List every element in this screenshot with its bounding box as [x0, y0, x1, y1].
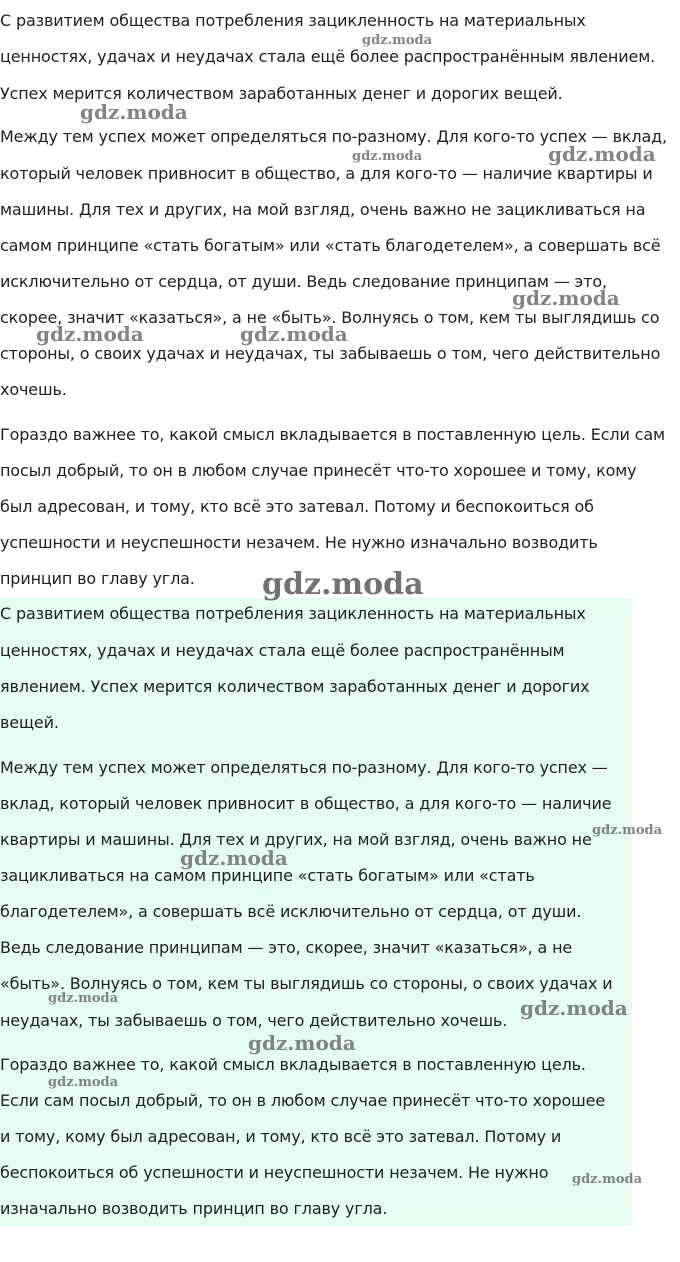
text-line: стороны, о своих удачах и неудачах, ты забываешь о том, чего действительно: [0, 344, 661, 363]
watermark: gdz.moda: [362, 33, 433, 48]
watermark: gdz.moda: [548, 142, 656, 166]
text-line: и тому, кому был адресован, и тому, кто всё это затевал. Потому и: [0, 1127, 562, 1146]
text-line: «быть». Волнуясь о том, кем ты выглядишь со стороны, о своих удачах и: [0, 974, 613, 993]
text-line: вещей.: [0, 713, 59, 732]
text-line: квартиры и машины. Для тех и других, на мой взгляд, очень важно не: [0, 830, 592, 849]
watermark: gdz.moda: [572, 1172, 643, 1187]
text-line: неудачах, ты забываешь о том, чего действительно хочешь.: [0, 1011, 508, 1030]
watermark: gdz.moda: [592, 823, 663, 838]
text-line: ценностях, удачах и неудачах стала ещё более распространённым: [0, 641, 565, 660]
text-line: успешности и неуспешности незачем. Не нужно изначально возводить: [0, 533, 598, 552]
text-line: самом принципе «стать богатым» или «стать благодетелем», а совершать всё: [0, 236, 661, 255]
text-line: Гораздо важнее то, какой смысл вкладывается в поставленную цель.: [0, 1055, 586, 1074]
watermark: gdz.moda: [36, 322, 144, 346]
watermark: gdz.moda: [80, 100, 188, 124]
watermark: gdz.moda: [48, 991, 119, 1006]
watermark: gdz.moda: [512, 286, 620, 310]
text-line: исключительно от сердца, от души. Ведь следование принципам — это,: [0, 272, 607, 291]
text-line: изначально возводить принцип во главу угла.: [0, 1199, 388, 1218]
text-line: Ведь следование принципам — это, скорее, значит «казаться», а не: [0, 938, 573, 957]
watermark: gdz.moda: [240, 322, 348, 346]
text-line: принцип во главу угла.: [0, 569, 195, 588]
text-line: беспокоиться об успешности и неуспешности незачем. Не нужно: [0, 1163, 549, 1182]
text-line: С развитием общества потребления зацикленность на материальных: [0, 11, 586, 30]
text-line: был адресован, и тому, кто всё это затевал. Потому и беспокоиться об: [0, 497, 594, 516]
text-line: скорее, значит «казаться», а не «быть». Волнуясь о том, кем ты выглядишь со: [0, 308, 660, 327]
text-line: Между тем успех может определяться по-разному. Для кого-то успех —: [0, 758, 608, 777]
text-line: Успех мерится количеством заработанных денег и дорогих вещей.: [0, 84, 563, 103]
text-line: хочешь.: [0, 380, 67, 399]
watermark: gdz.moda: [248, 1031, 356, 1055]
watermark: gdz.moda: [352, 149, 423, 164]
text-line: благодетелем», а совершать всё исключительно от сердца, от души.: [0, 902, 582, 921]
text-line: который человек привносит в общество, а для кого-то — наличие квартиры и: [0, 164, 653, 183]
text-line: С развитием общества потребления зацикленность на материальных: [0, 604, 586, 623]
text-line: машины. Для тех и других, на мой взгляд, очень важно не зацикливаться на: [0, 200, 646, 219]
text-line: Между тем успех может определяться по-разному. Для кого-то успех — вклад,: [0, 127, 667, 146]
watermark: gdz.moda: [48, 1075, 119, 1090]
text-line: Если сам посыл добрый, то он в любом случае принесёт что-то хорошее: [0, 1091, 606, 1110]
text-line: вклад, который человек привносит в общество, а для кого-то — наличие: [0, 794, 612, 813]
watermark: gdz.moda: [262, 567, 424, 602]
text-line: ценностях, удачах и неудачах стала ещё более распространённым явлением.: [0, 47, 656, 66]
text-line: посыл добрый, то он в любом случае принесёт что-то хорошее и тому, кому: [0, 461, 637, 480]
text-line: Гораздо важнее то, какой смысл вкладывается в поставленную цель. Если сам: [0, 425, 665, 444]
text-line: явлением. Успех мерится количеством заработанных денег и дорогих: [0, 677, 590, 696]
watermark: gdz.moda: [520, 996, 628, 1020]
watermark: gdz.moda: [180, 846, 288, 870]
text-line: зацикливаться на самом принципе «стать богатым» или «стать: [0, 866, 535, 885]
